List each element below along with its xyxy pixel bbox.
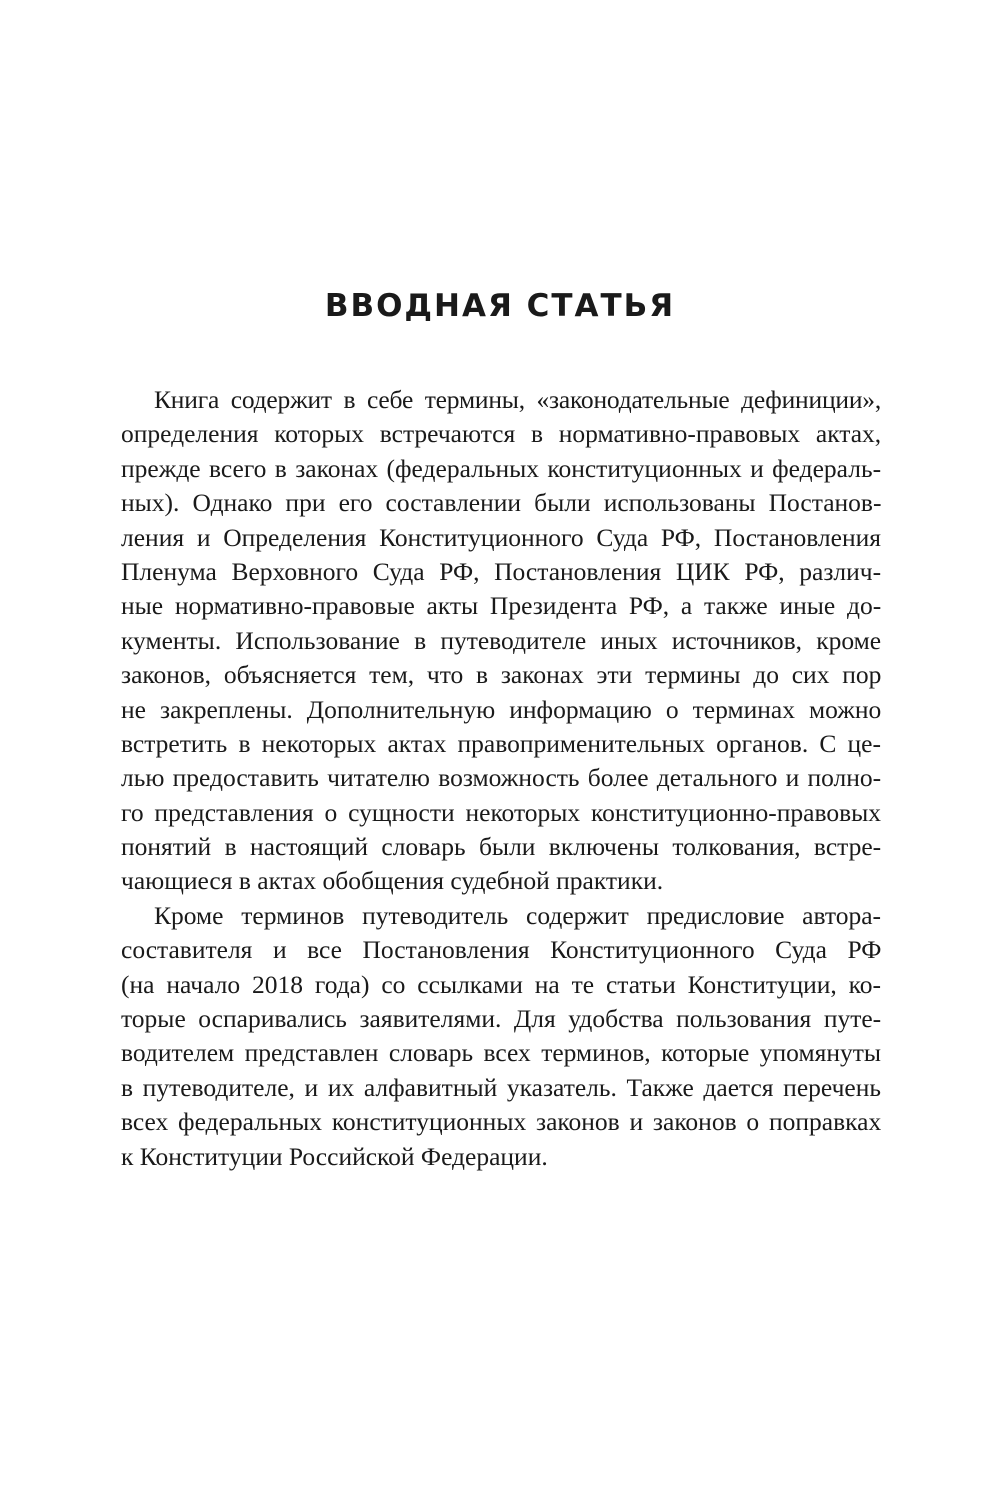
text-line: прежде всего в законах (федеральных конституционных и федераль- <box>121 453 882 483</box>
text-line: понятий в настоящий словарь были включены толкования, встре- <box>121 832 882 862</box>
text-line: определения которых встречаются в нормативно-правовых актах, <box>121 419 882 449</box>
text-line: составителя и все Постановления Конституционного Суда РФ <box>121 935 882 965</box>
text-line: не закреплены. Дополнительную информацию о терминах можно <box>121 694 882 724</box>
text-line: чающиеся в актах обобщения судебной практики. <box>121 866 664 896</box>
text-line: Книга содержит в себе термины, «законодательные дефиниции», <box>154 385 881 414</box>
text-line: Пленума Верховного Суда РФ, Постановления ЦИК РФ, различ- <box>121 556 882 586</box>
text-line: лью предоставить читателю возможность более детального и полно- <box>121 763 882 793</box>
text-line: в путеводителе, и их алфавитный указатель. Также дается перечень <box>121 1072 881 1102</box>
text-line: ления и Определения Конституционного Суда РФ, Постановления <box>121 522 881 552</box>
text-line: ных). Однако при его составлении были использованы Постанов- <box>121 488 882 518</box>
text-line: законов, объясняется тем, что в законах эти термины до сих пор <box>121 660 882 690</box>
article-body <box>121 383 881 1174</box>
text-line: всех федеральных конституционных законов и законов о поправках <box>121 1107 882 1137</box>
text-line: го представления о сущности некоторых конституционно-правовых <box>121 797 881 827</box>
text-line: (на начало 2018 года) со ссылками на те статьи Конституции, ко- <box>121 969 882 999</box>
text-line: водителем представлен словарь всех терминов, которые упомянуты <box>121 1038 881 1068</box>
text-line: встретить в некоторых актах правоприменительных органов. С це- <box>121 728 881 758</box>
paragraph-1 <box>121 383 881 899</box>
text-line: Кроме терминов путеводитель содержит предисловие автора- <box>154 900 881 930</box>
text-line: кументы. Использование в путеводителе иных источников, кроме <box>121 625 882 655</box>
text-line: ные нормативно-правовые акты Президента РФ, а также иные до- <box>121 591 882 621</box>
text-line: торые оспаривались заявителями. Для удобства пользования путе- <box>121 1004 882 1034</box>
page-title: ВВОДНАЯ СТАТЬЯ <box>324 288 676 324</box>
paragraph-2 <box>121 899 881 1174</box>
text-line: к Конституции Российской Федерации. <box>121 1141 548 1171</box>
